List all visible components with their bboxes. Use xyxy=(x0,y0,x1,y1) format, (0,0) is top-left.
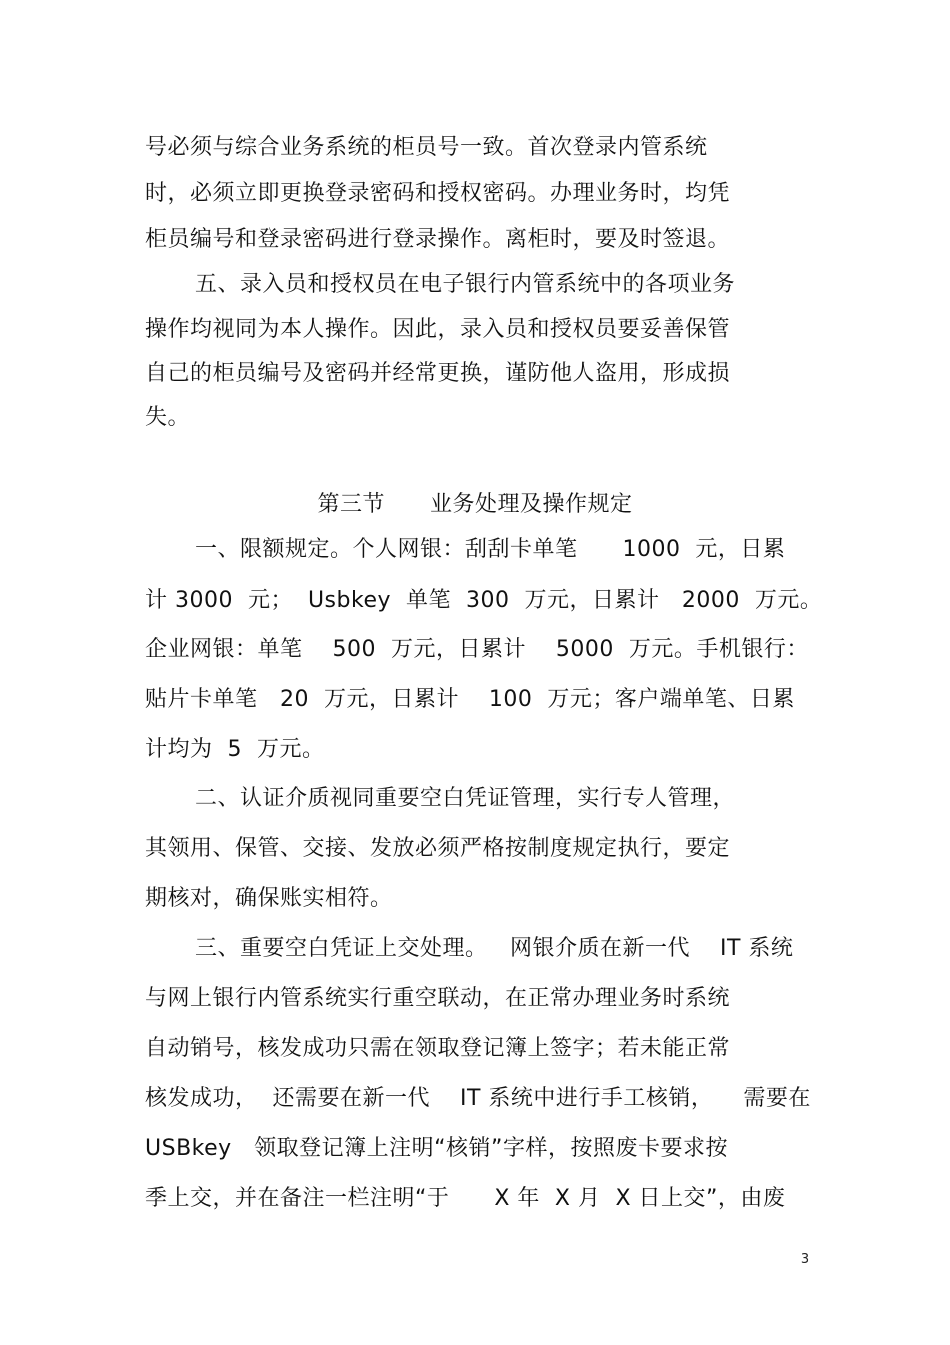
item-three-line: USBkey 领取登记簿上注明“核销”字样，按照废卡要求按 xyxy=(145,1136,728,1161)
section-heading: 第三节 业务处理及操作规定 xyxy=(317,492,633,517)
item-three-line: 三、重要空白凭证上交处理。 网银介质在新一代 IT 系统 xyxy=(195,936,794,961)
item-two-line: 期核对，确保账实相符。 xyxy=(145,886,393,911)
paragraph-five-line: 操作均视同为本人操作。因此，录入员和授权员要妥善保管 xyxy=(145,317,731,342)
item-one-line: 一、限额规定。个人网银：刮刮卡单笔 1000 元，日累 xyxy=(195,537,786,562)
paragraph-five-line: 失。 xyxy=(145,405,191,430)
item-one-line: 企业网银：单笔 500 万元，日累计 5000 万元。手机银行： xyxy=(145,637,809,662)
item-three-line: 季上交，并在备注一栏注明“于 X 年 X 月 X 日上交”，由废 xyxy=(145,1186,786,1211)
text-line: 柜员编号和登录密码进行登录操作。离柜时，要及时签退。 xyxy=(145,227,731,252)
item-three-line: 核发成功， 还需要在新一代 IT 系统中进行手工核销， 需要在 xyxy=(145,1086,811,1111)
item-three-line: 自动销号，核发成功只需在领取登记簿上签字；若未能正常 xyxy=(145,1036,731,1061)
page-number: 3 xyxy=(800,1252,810,1267)
text-line: 号必须与综合业务系统的柜员号一致。首次登录内管系统 xyxy=(145,135,708,160)
item-three-line: 与网上银行内管系统实行重空联动，在正常办理业务时系统 xyxy=(145,986,731,1011)
paragraph-five-line: 五、录入员和授权员在电子银行内管系统中的各项业务 xyxy=(195,272,736,297)
item-two-line: 二、认证介质视同重要空白凭证管理，实行专人管理， xyxy=(195,786,736,811)
item-two-line: 其领用、保管、交接、发放必须严格按制度规定执行，要定 xyxy=(145,836,731,861)
paragraph-five-line: 自己的柜员编号及密码并经常更换，谨防他人盗用，形成损 xyxy=(145,361,731,386)
item-one-line: 计均为 5 万元。 xyxy=(145,737,325,762)
text-line: 时，必须立即更换登录密码和授权密码。办理业务时，均凭 xyxy=(145,181,731,206)
item-one-line: 计 3000 元； Usbkey 单笔 300 万元，日累计 2000 万元。 xyxy=(145,588,823,613)
item-one-line: 贴片卡单笔 20 万元，日累计 100 万元；客户端单笔、日累 xyxy=(145,687,795,712)
